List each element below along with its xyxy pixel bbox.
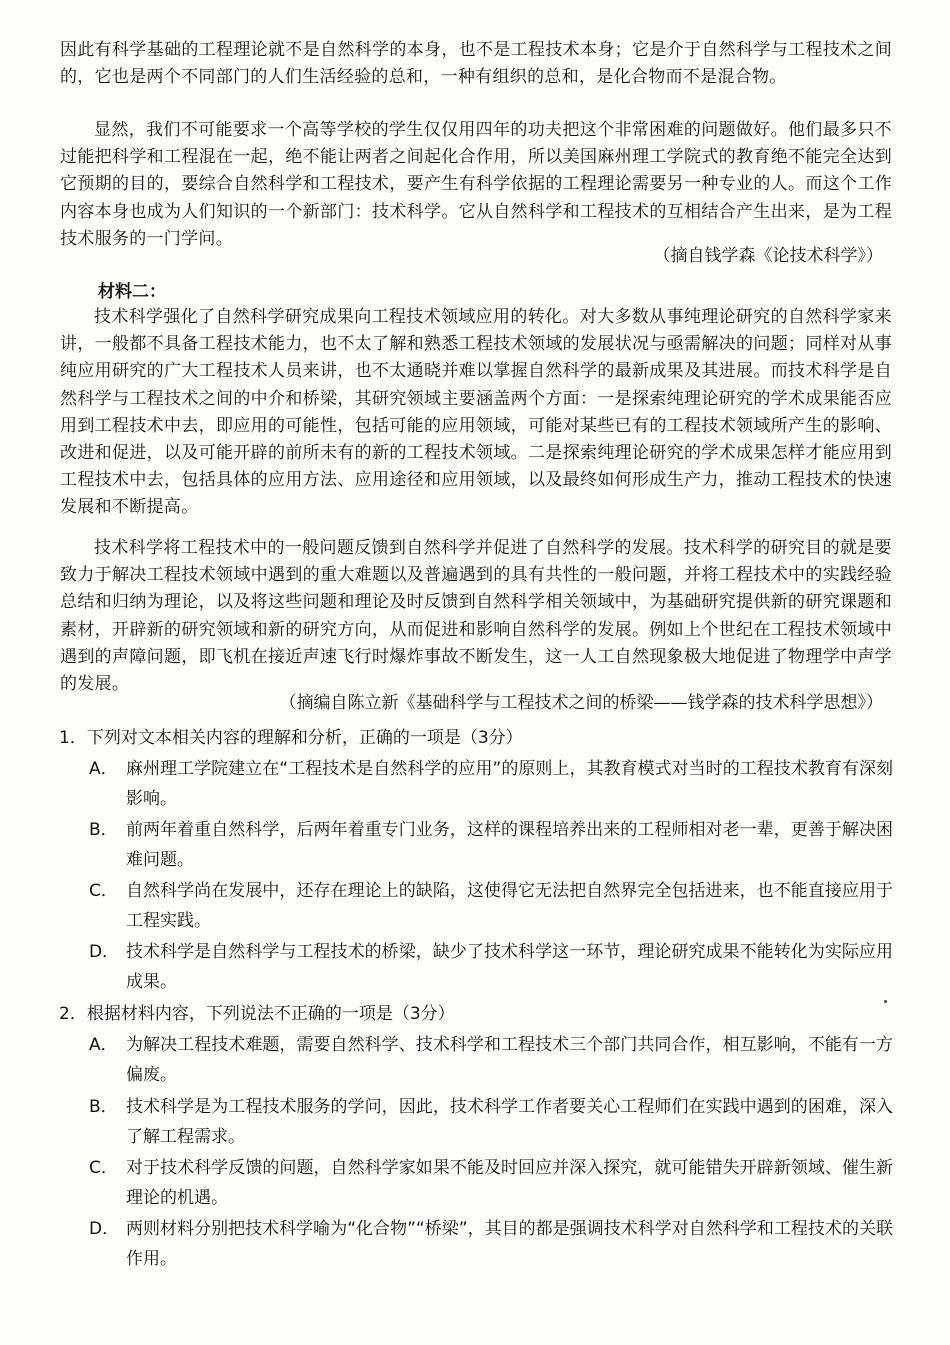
option-text: 自然科学尚在发展中，还存在理论上的缺陷，这使得它无法把自然界完全包括进来，也不能直接应用于工程实践。: [126, 881, 893, 931]
option-text: 技术科学是为工程技术服务的学问，因此，技术科学工作者要关心工程师们在实践中遇到的困难，深入了解工程需求。: [126, 1097, 893, 1147]
option-letter: A．: [89, 1035, 118, 1055]
option-letter: C．: [89, 1158, 118, 1178]
option-text: 两则材料分别把技术科学喻为“化合物”“桥梁”，其目的都是强调技术科学对自然科学和工程技术的关联作用。: [126, 1219, 893, 1269]
option-text: 麻州理工学院建立在“工程技术是自然科学的应用”的原则上，其教育模式对当时的工程技术教育有深刻影响。: [126, 759, 893, 809]
option-letter: C．: [89, 881, 118, 901]
question-2-option-c: [89, 1153, 893, 1213]
option-letter: B．: [89, 820, 118, 840]
question-1-option-c: [89, 876, 893, 936]
material-one-paragraph-1: 因此有科学基础的工程理论就不是自然科学的本身，也不是工程技术本身；它是介于自然科学与工程技术之间的，它也是两个不同部门的人们生活经验的总和，一种有组织的总和，是化合物而不是混合物。: [60, 40, 892, 88]
scan-speck: [884, 1000, 887, 1003]
option-letter: D．: [89, 942, 120, 962]
material-two-paragraph-1: 技术科学强化了自然科学研究成果向工程技术领域应用的转化。对大多数从事纯理论研究的自然科学家来讲，一般都不具备工程技术能力，也不太了解和熟悉工程技术领域的发展状况与亟需解决的问题；同样对从事纯应用研究的广大工程技术人员来讲，也不太通晓并难以掌握自然科学的最新成果及其进展。而技术科学是自然科学与工程技术之间的中介和桥梁，其研究领域主要涵盖两个方面：一是探索纯理论研究的学术成果能否应用到工程技术中去，即应用的可能性，包括可能的应用领域，可能对某些已有的工程技术领域所产生的影响、改进和促进，以及可能开辟的前所未有的新的工程技术领域。二是探索纯理论研究的学术成果怎样才能应用到工程技术中去，包括具体的应用方法、应用途径和应用领域，以及最终如何形成生产力，推动工程技术的快速发展和不断提高。: [60, 307, 892, 518]
question-1-option-a: [89, 754, 893, 814]
material-two-paragraph-2: 技术科学将工程技术中的一般问题反馈到自然科学并促进了自然科学的发展。技术科学的研究目的就是要致力于解决工程技术领域中遇到的重大难题以及普遍遇到的具有共性的一般问题，并将工程技术中的实践经验总结和归纳为理论，以及将这些问题和理论及时反馈到自然科学相关领域中，为基础研究提供新的研究课题和素材，开辟新的研究领域和新的研究方向，从而促进和影响自然科学的发展。例如上个世纪在工程技术领域中遇到的声障问题，即飞机在接近声速飞行时爆炸事故不断发生，这一人工自然现象极大地促进了物理学中声学的发展。: [60, 538, 892, 695]
material-two-heading: 材料二：: [98, 282, 166, 302]
question-1-option-b: [89, 815, 893, 875]
question-2-option-b: [89, 1092, 893, 1152]
material-one-paragraph-2: 显然，我们不可能要求一个高等学校的学生仅仅用四年的功夫把这个非常困难的问题做好。他们最多只不过能把科学和工程混在一起，绝不能让两者之间起化合作用，所以美国麻州理工学院式的教育绝不能完全达到它预期的目的，要综合自然科学和工程技术，要产生有科学依据的工程理论需要另一种专业的人。而这个工作内容本身也成为人们知识的一个新部门：技术科学。它从自然科学和工程技术的互相结合产生出来，是为工程技术服务的一门学问。: [60, 120, 892, 249]
option-text: 对于技术科学反馈的问题，自然科学家如果不能及时回应并深入探究，就可能错失开辟新领域、催生新理论的机遇。: [126, 1158, 893, 1208]
option-letter: D．: [89, 1219, 120, 1239]
option-letter: A．: [89, 759, 118, 779]
option-text: 为解决工程技术难题，需要自然科学、技术科学和工程技术三个部门共同合作，相互影响，不能有一方偏废。: [126, 1035, 893, 1085]
option-letter: B．: [89, 1097, 118, 1117]
question-2-stem: 2．根据材料内容，下列说法不正确的一项是（3分）: [59, 1004, 455, 1024]
option-text: 前两年着重自然科学，后两年着重专门业务，这样的课程培养出来的工程师相对老一辈，更善于解决困难问题。: [126, 820, 893, 870]
option-text: 技术科学是自然科学与工程技术的桥梁，缺少了技术科学这一环节，理论研究成果不能转化为实际应用成果。: [126, 942, 893, 992]
question-1-option-d: [89, 937, 893, 997]
question-2-option-a: [89, 1030, 893, 1090]
material-one-source: （摘自钱学森《论技术科学》）: [653, 246, 883, 266]
question-2-option-d: [89, 1214, 893, 1274]
material-two-source: （摘编自陈立新《基础科学与工程技术之间的桥梁——钱学森的技术科学思想》）: [279, 693, 883, 713]
question-1-stem: 1．下列对文本相关内容的理解和分析，正确的一项是（3分）: [59, 728, 523, 748]
